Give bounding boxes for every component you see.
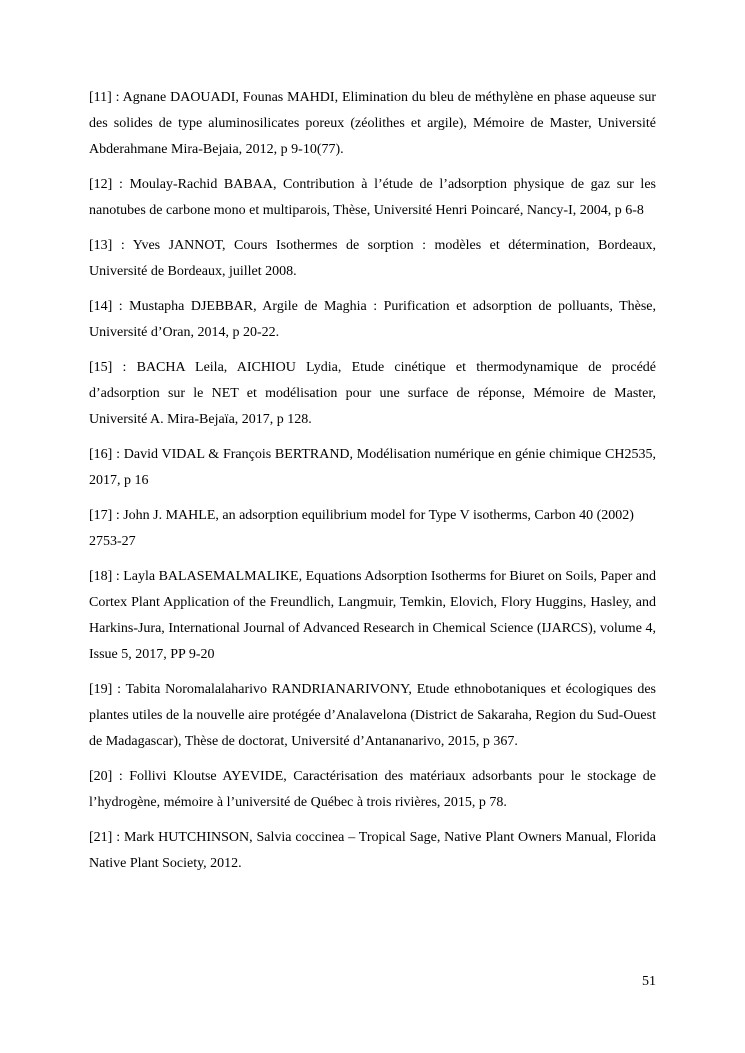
reference-18: [18] : Layla BALASEMALMALIKE, Equations Adsorption Isotherms for Biuret on Soils, Paper and Cortex Plant Application of the Freundlich, Langmuir, Temkin, Elovich, Flory Huggins, Hasley, and Harkins-Jura, International Journal of Advanced Research in Chemical Science (IJARCS), volume 4, Issue 5, 2017, PP 9-20 [89, 569, 656, 662]
reference-16: [16] : David VIDAL & François BERTRAND, Modélisation numérique en génie chimique CH2535, 2017, p 16 [89, 447, 656, 488]
reference-14: [14] : Mustapha DJEBBAR, Argile de Maghia : Purification et adsorption de polluants, Thèse, Université d’Oran, 2014, p 20-22. [89, 299, 656, 340]
reference-17: [17] : John J. MAHLE, an adsorption equilibrium model for Type V isotherms, Carbon 40 (2002) 2753-27 [89, 508, 634, 549]
reference-13: [13] : Yves JANNOT, Cours Isothermes de sorption : modèles et détermination, Bordeaux, Université de Bordeaux, juillet 2008. [89, 238, 656, 279]
reference-20: [20] : Follivi Kloutse AYEVIDE, Caractérisation des matériaux adsorbants pour le stockage de l’hydrogène, mémoire à l’université de Québec à trois rivières, 2015, p 78. [89, 769, 656, 810]
reference-21: [21] : Mark HUTCHINSON, Salvia coccinea – Tropical Sage, Native Plant Owners Manual, Florida Native Plant Society, 2012. [89, 830, 656, 871]
reference-15: [15] : BACHA Leila, AICHIOU Lydia, Etude cinétique et thermodynamique de procédé d’adsorption sur le NET et modélisation pour une surface de réponse, Mémoire de Master, Université A. Mira-Bejaïa, 2017, p 128. [89, 360, 656, 427]
reference-12: [12] : Moulay-Rachid BABAA, Contribution à l’étude de l’adsorption physique de gaz sur les nanotubes de carbone mono et multiparois, Thèse, Université Henri Poincaré, Nancy-I, 2004, p 6-8 [89, 177, 656, 218]
reference-19: [19] : Tabita Noromalalaharivo RANDRIANARIVONY, Etude ethnobotaniques et écologiques des plantes utiles de la nouvelle aire protégée d’Analavelona (District de Sakaraha, Region du Sud-Ouest de Madagascar), Thèse de doctorat, Université d’Antananarivo, 2015, p 367. [89, 682, 656, 749]
reference-11: [11] : Agnane DAOUADI, Founas MAHDI, Elimination du bleu de méthylène en phase aqueuse sur des solides de type aluminosilicates poreux (zéolithes et argile), Mémoire de Master, Université Abderahmane Mira-Bejaia, 2012, p 9-10(77). [89, 90, 656, 157]
page-number: 51 [642, 974, 656, 989]
reference-list [89, 85, 656, 886]
